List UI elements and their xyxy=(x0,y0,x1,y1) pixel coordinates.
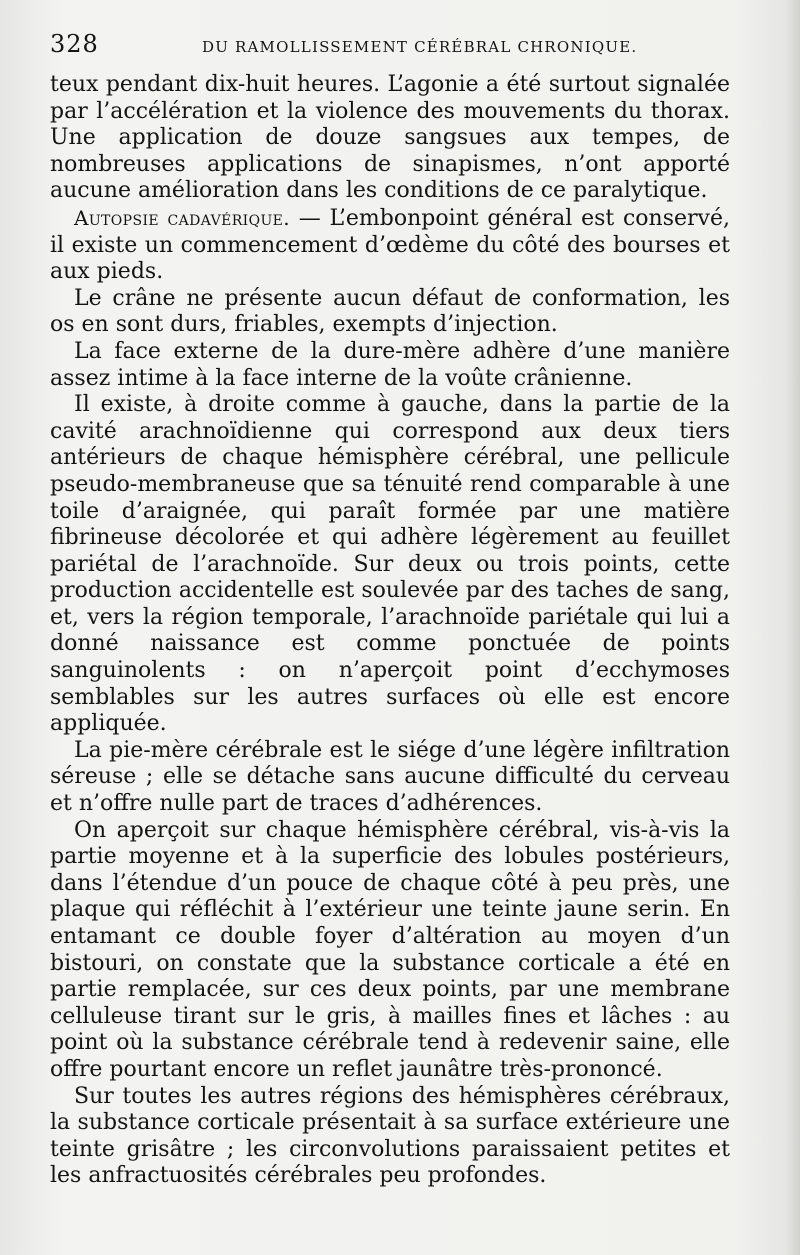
body-text xyxy=(50,72,730,1190)
page-number: 328 xyxy=(50,30,99,58)
paragraph-crane: Le crâne ne présente aucun défaut de conformation, les os en sont durs, friables, exempts d’injection. xyxy=(50,285,730,338)
paragraph-continuation: teux pendant dix-huit heures. L’agonie a été surtout signalée par l’accélération et la violence des mouvements du thorax. Une application de douze sangsues aux tempes, de nombreuses applications de sinapismes, n’ont apporté aucune amélioration dans les conditions de ce paralytique. xyxy=(50,72,730,204)
page-header xyxy=(50,30,740,64)
paragraph-autopsie-text: — L’embonpoint général est conservé, il existe un commencement d’œdème du côté des bourses et aux pieds. xyxy=(50,205,730,285)
paragraph-hemispheres: On aperçoit sur chaque hémisphère cérébral, vis-à-vis la partie moyenne et à la superficie des lobules postérieurs, dans l’étendue d’un pouce de chaque côté à peu près, une plaque qui réfléchit à l’extérieur une teinte jaune serin. En entamant ce double foyer d’altération au moyen d’un bistouri, on constate que la substance corticale a été en partie remplacée, sur ces deux points, par une membrane celluleuse tirant sur le gris, à mailles fines et lâches : au point où la substance cérébrale tend à redevenir saine, elle offre pourtant encore un reflet jaunâtre très-prononcé. xyxy=(50,817,730,1082)
paragraph-dure-mere: La face externe de la dure-mère adhère d’une manière assez intime à la face interne de la voûte crânienne. xyxy=(50,338,730,391)
running-head: DU RAMOLLISSEMENT CÉRÉBRAL CHRONIQUE. xyxy=(202,38,638,56)
paragraph-arachnoide: Il existe, à droite comme à gauche, dans la partie de la cavité arachnoïdienne qui correspond aux deux tiers antérieurs de chaque hémisphère cérébral, une pellicule pseudo-membraneuse que sa ténuité rend comparable à une toile d’araignée, qui paraît formée par une matière fibrineuse décolorée et qui adhère légèrement au feuillet pariétal de l’arachnoïde. Sur deux ou trois points, cette production accidentelle est soulevée par des taches de sang, et, vers la région temporale, l’arachnoïde pariétale qui lui a donné naissance est comme ponctuée de points sanguinolents : on n’aperçoit point d’ecchymoses semblables sur les autres surfaces où elle est encore appliquée. xyxy=(50,392,730,737)
section-heading-autopsie: Autopsie cadavérique. xyxy=(74,205,291,230)
page-edge-shadow xyxy=(786,0,800,1255)
paragraph-substance-corticale: Sur toutes les autres régions des hémisphères cérébraux, la substance corticale présentait à sa surface extérieure une teinte grisâtre ; les circonvolutions paraissaient petites et les anfractuosités cérébrales peu profondes. xyxy=(50,1083,730,1189)
paragraph-pie-mere: La pie-mère cérébrale est le siége d’une légère infiltration séreuse ; elle se détache sans aucune difficulté du cerveau et n’offre nulle part de traces d’adhérences. xyxy=(50,737,730,817)
paragraph-autopsie xyxy=(50,205,730,286)
